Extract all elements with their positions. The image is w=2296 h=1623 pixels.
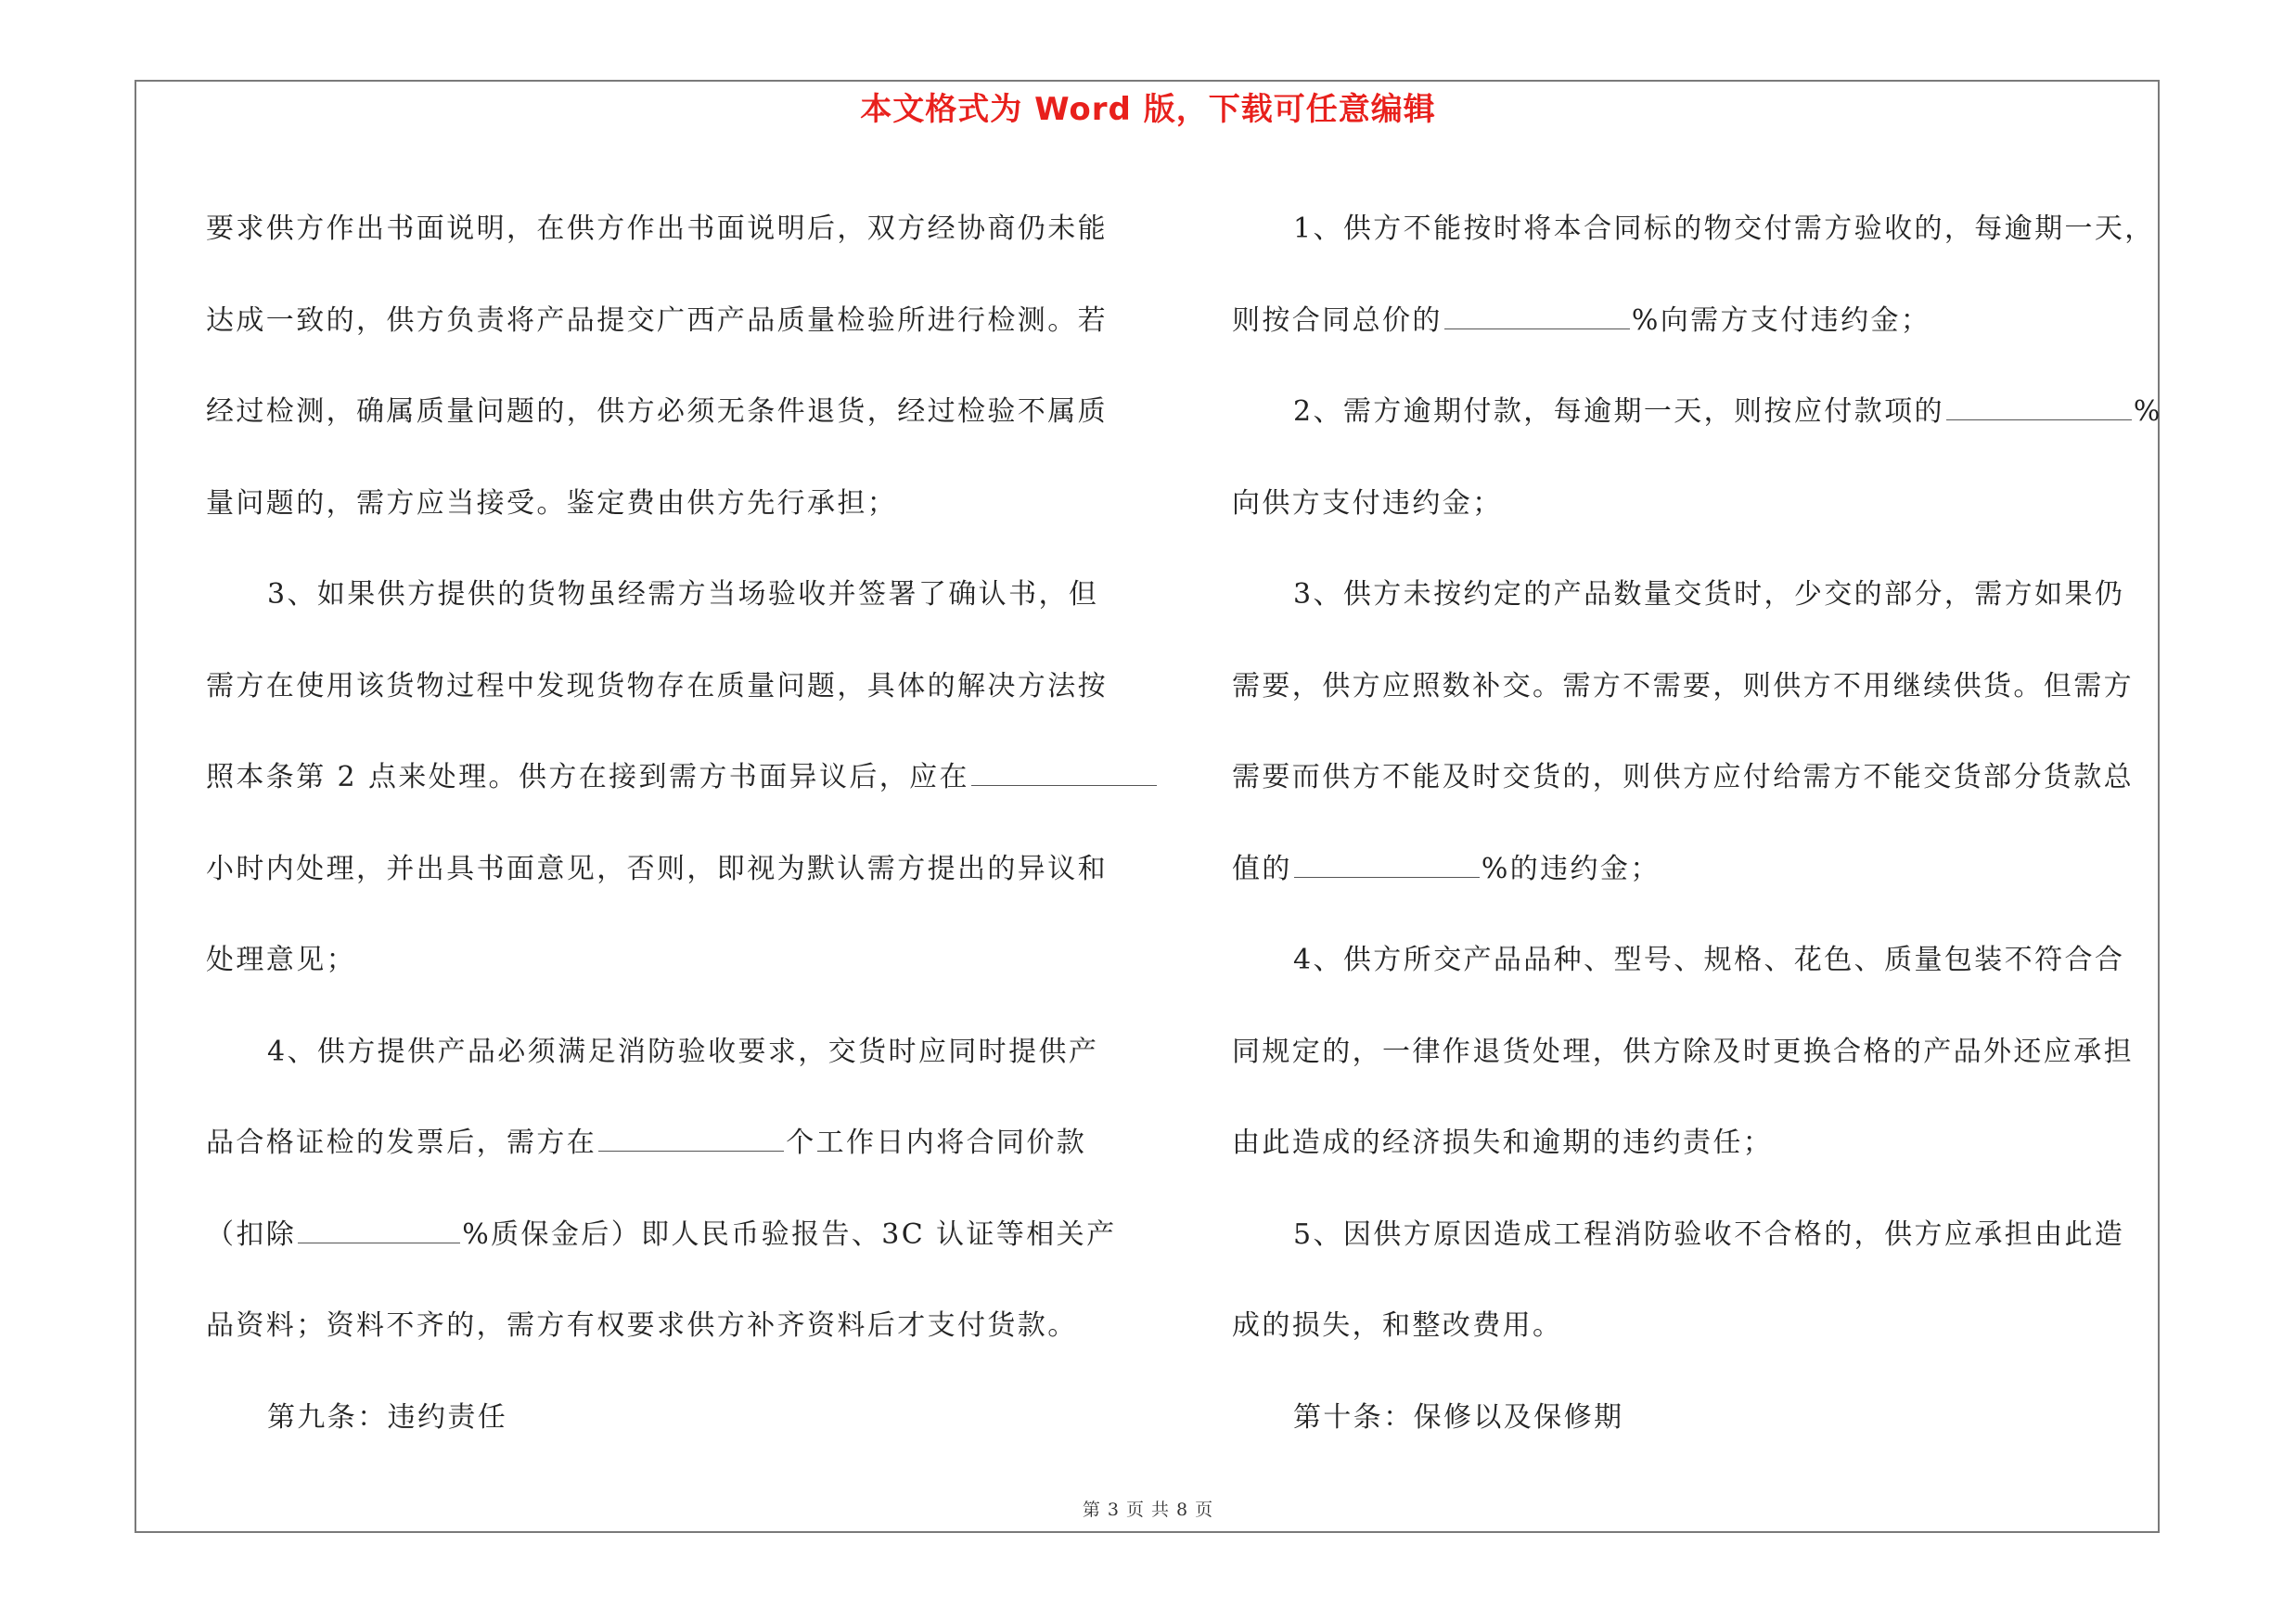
text-segment: %质保金后）即人民币验报告、3C 认证等相关产: [462, 1217, 1117, 1251]
text-line: 品资料；资料不齐的，需方有权要求供方补齐资料后才支付货款。: [206, 1309, 1078, 1342]
fill-in-blank: [1294, 849, 1480, 878]
text-line: 经过检测，确属质量问题的，供方必须无条件退货，经过检验不属质: [206, 395, 1108, 428]
text-segment: 个工作日内将合同价款: [786, 1127, 1087, 1159]
fill-in-blank: [1946, 392, 2132, 420]
format-banner: 本文格式为 Word 版，下载可任意编辑: [860, 91, 1436, 128]
text-line: [1232, 824, 2169, 916]
text-line: [1232, 367, 2169, 458]
text-line: 3、供方未按约定的产品数量交货时，少交的部分，需方如果仍: [1293, 578, 2125, 611]
right-column: [1232, 184, 2169, 1463]
fill-in-blank: [298, 1215, 460, 1243]
text-line: 要求供方作出书面说明，在供方作出书面说明后，双方经协商仍未能: [206, 213, 1108, 245]
page-number: 第 3 页 共 8 页: [1082, 1500, 1214, 1520]
text-line: [206, 1098, 1134, 1190]
text-line: 需方在使用该货物过程中发现货物存在质量问题，具体的解决方法按: [206, 669, 1108, 702]
text-segment: 则按合同总价的: [1232, 303, 1443, 337]
text-line: 处理意见；: [206, 944, 356, 976]
text-segment: %向需方支付违约金；: [1631, 303, 1931, 337]
text-line: 需要，供方应照数补交。需方不需要，则供方不用继续供货。但需方: [1232, 669, 2134, 702]
text-line: 成的损失，和整改费用。: [1232, 1309, 1563, 1342]
fill-in-blank: [1444, 301, 1630, 329]
text-line: 同规定的，一律作退货处理，供方除及时更换合格的产品外还应承担: [1232, 1035, 2134, 1068]
text-line: [1232, 276, 2169, 367]
text-segment: %: [2133, 395, 2162, 428]
text-segment: （扣除: [206, 1217, 297, 1251]
text-segment: 值的: [1232, 852, 1292, 885]
section-heading: 第九条：违约责任: [267, 1400, 508, 1434]
text-segment: 2、需方逾期付款，每逾期一天，则按应付款项的: [1293, 395, 1944, 428]
fill-in-blank: [971, 757, 1157, 786]
text-segment: %的违约金；: [1481, 852, 1661, 885]
text-line: 3、如果供方提供的货物虽经需方当场验收并签署了确认书，但: [267, 578, 1099, 611]
text-line: 1、供方不能按时将本合同标的物交付需方验收的，每逾期一天，: [1293, 213, 2155, 245]
fill-in-blank: [598, 1123, 784, 1152]
left-column: [206, 184, 1134, 1463]
text-line: [206, 1190, 1134, 1282]
text-line: 需要而供方不能及时交货的，则供方应付给需方不能交货部分货款总: [1232, 761, 2134, 793]
section-heading: 第十条：保修以及保修期: [1293, 1400, 1624, 1434]
text-line: 达成一致的，供方负责将产品提交广西产品质量检验所进行检测。若: [206, 303, 1108, 337]
text-line: 由此造成的经济损失和逾期的违约责任；: [1232, 1127, 1774, 1159]
text-line: 5、因供方原因造成工程消防验收不合格的，供方应承担由此造: [1293, 1217, 2125, 1251]
text-line: 向供方支付违约金；: [1232, 486, 1503, 520]
text-line: 量问题的，需方应当接受。鉴定费由供方先行承担；: [206, 486, 898, 520]
text-line: 小时内处理，并出具书面意见，否则，即视为默认需方提出的异议和: [206, 852, 1108, 885]
text-segment: 品合格证检的发票后，需方在: [206, 1127, 597, 1159]
text-line: 4、供方提供产品必须满足消防验收要求，交货时应同时提供产: [267, 1035, 1099, 1068]
text-line: [206, 732, 1134, 824]
text-line: 4、供方所交产品品种、型号、规格、花色、质量包装不符合合: [1293, 944, 2125, 976]
text-segment: 照本条第 2 点来处理。供方在接到需方书面异议后，应在: [206, 761, 969, 793]
